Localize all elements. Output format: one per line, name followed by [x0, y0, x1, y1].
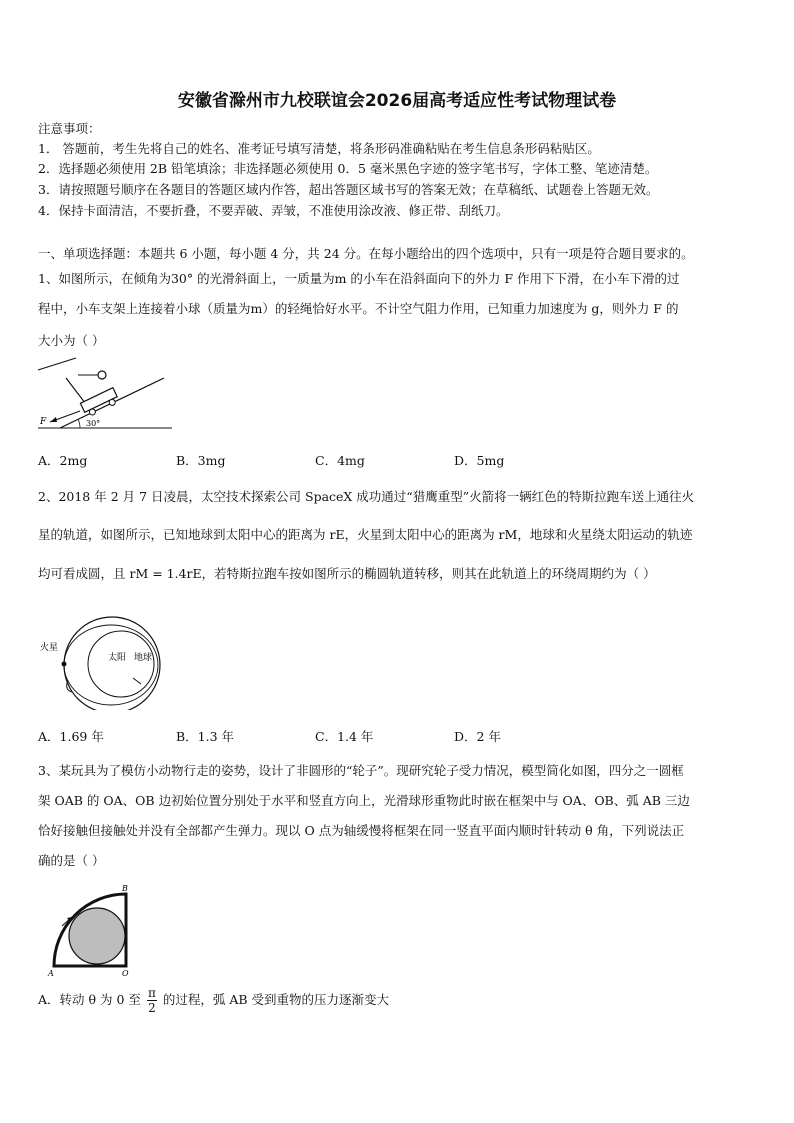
q1-line-2: 程中，小车支架上连接着小球（质量为m）的轻绳恰好水平。不计空气阻力作用，已知重力加速度为 g，则外力 F 的 — [38, 301, 679, 316]
page-title: 安徽省滁州市九校联谊会2026届高考适应性考试物理试卷 — [177, 91, 617, 111]
notice-item-3: 3．请按照题号顺序在各题目的答题区域内作答，超出答题区域书写的答案无效；在草稿纸、试题卷上答题无效。 — [38, 182, 659, 197]
notice-item-1: 1． 答题前，考生先将自己的姓名、准考证号填写清楚，将条形码准确粘贴在考生信息条形码粘贴区。 — [38, 141, 600, 156]
point-a-label: A — [48, 969, 54, 978]
q3-line-1: 3、某玩具为了模仿小动物行走的姿势，设计了非圆形的“轮子”。现研究轮子受力情况，模型简化如图，四分之一圆框 — [38, 763, 684, 778]
q3-line-4: 确的是（ ） — [38, 853, 105, 868]
fraction — [147, 986, 157, 1015]
q2-option-d: D．2 年 — [454, 729, 501, 744]
q1-line-3: 大小为（ ） — [38, 333, 105, 348]
q3-option-a-prefix: A．转动 θ 为 0 至 — [38, 992, 141, 1007]
fraction-numerator: π — [147, 986, 156, 1000]
q3-option-a — [38, 986, 389, 1015]
section-heading: 一、单项选择题：本题共 6 小题，每小题 4 分，共 24 分。在每小题给出的四个选项中，只有一项是符合题目要求的。 — [38, 246, 694, 261]
mars-label: 火星 — [40, 643, 59, 653]
q1-option-a: A．2mg — [38, 453, 88, 468]
notice-item-4: 4．保持卡面清洁，不要折叠，不要弄破、弄皱，不准使用涂改液、修正带、刮纸刀。 — [38, 203, 509, 218]
point-b-label: B — [122, 884, 128, 893]
q2-option-c: C．1.4 年 — [315, 729, 374, 744]
point-o-label: O — [122, 969, 129, 978]
q1-option-b: B．3mg — [176, 453, 226, 468]
q1-option-c: C．4mg — [315, 453, 365, 468]
q3-line-2: 架 OAB 的 OA、OB 边初始位置分别处于水平和竖直方向上，光滑球形重物此时嵌在框架中与 OA、OB、弧 AB 三边 — [38, 793, 690, 808]
force-label: F — [40, 417, 47, 427]
q2-orbit-figure — [38, 610, 170, 710]
angle-label: 30° — [86, 419, 101, 428]
q3-line-3: 恰好接触但接触处并没有全部都产生弹力。现以 O 点为轴缓慢将框架在同一竖直平面内顺时针转动 θ 角，下列说法正 — [38, 823, 685, 838]
sun-label: 太阳 — [108, 653, 127, 663]
notice-heading: 注意事项： — [38, 121, 101, 136]
earth-label: 地球 — [134, 653, 153, 663]
fraction-denominator: 2 — [148, 1001, 156, 1015]
notice-item-2: 2．选择题必须使用 2B 铅笔填涂；非选择题必须使用 0．5 毫米黑色字迹的签字笔书写，字体工整、笔迹清楚。 — [38, 161, 658, 176]
q2-option-b: B．1.3 年 — [176, 729, 235, 744]
q2-line-2: 星的轨道，如图所示，已知地球到太阳中心的距离为 rE，火星到太阳中心的距离为 rM，地球和火星绕太阳运动的轨迹 — [38, 527, 693, 542]
q2-line-1: 2、2018 年 2 月 7 日凌晨，太空技术探索公司 SpaceX 成功通过“猎鹰重型”火箭将一辆红色的特斯拉跑车送上通往火 — [38, 489, 695, 504]
q2-line-3: 均可看成圆，且 rM = 1.4rE，若特斯拉跑车按如图所示的椭圆轨道转移，则其在此轨道上的环绕周期约为（ ） — [38, 566, 656, 581]
q3-option-a-suffix: 的过程，弧 AB 受到重物的压力逐渐变大 — [162, 992, 390, 1007]
q1-line-1: 1、如图所示，在倾角为30° 的光滑斜面上，一质量为m 的小车在沿斜面向下的外力 F 作用下下滑，在小车下滑的过 — [38, 271, 680, 286]
q3-frame-figure — [40, 880, 140, 980]
q2-option-a: A．1.69 年 — [38, 729, 104, 744]
q1-option-d: D．5mg — [454, 453, 505, 468]
q1-incline-figure — [36, 356, 176, 436]
